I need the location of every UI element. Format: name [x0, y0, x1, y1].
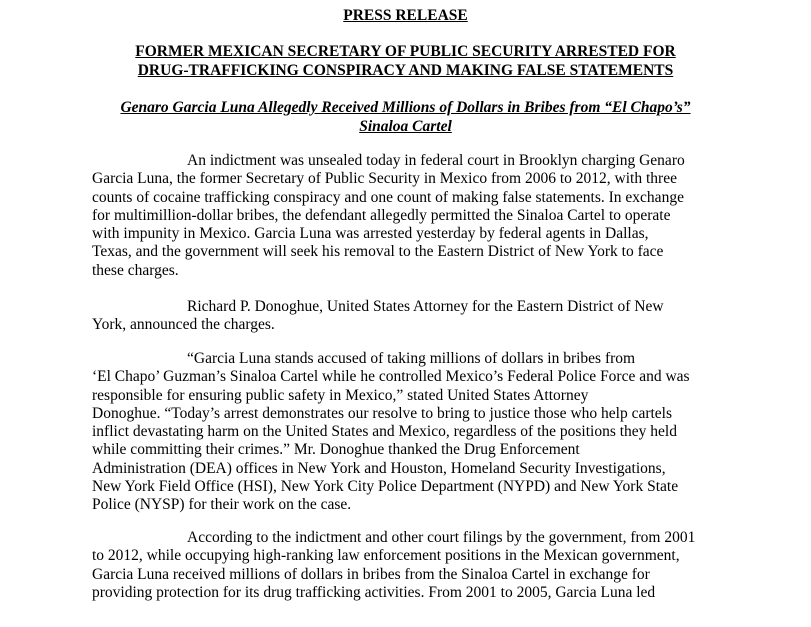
paragraph-line: ‘El Chapo’ Guzman’s Sinaloa Cartel while he controlled Mexico’s Federal Police Force and was — [92, 368, 690, 386]
release-title-line: FORMER MEXICAN SECRETARY OF PUBLIC SECURITY ARRESTED FOR — [135, 43, 676, 60]
paragraph-line: to 2012, while occupying high-ranking law enforcement positions in the Mexican government, — [92, 547, 680, 565]
paragraph-line: Texas, and the government will seek his removal to the Eastern District of New York to face — [92, 243, 664, 261]
paragraph-line: counts of cocaine trafficking conspiracy and one count of making false statements. In exchange — [92, 188, 684, 206]
paragraph-line: Richard P. Donoghue, United States Attorney for the Eastern District of New — [187, 298, 664, 315]
release-title-line: DRUG-TRAFFICKING CONSPIRACY AND MAKING FALSE STATEMENTS — [137, 62, 674, 79]
paragraph-line: providing protection for its drug trafficking activities. From 2001 to 2005, Garcia Luna led — [92, 583, 656, 601]
paragraph-line: with impunity in Mexico. Garcia Luna was arrested yesterday by federal agents in Dallas, — [92, 225, 649, 243]
paragraph-line: Garcia Luna received millions of dollars in bribes from the Sinaloa Cartel in exchange for — [92, 565, 650, 583]
body-paragraph-indictment — [92, 152, 732, 280]
paragraph-line: while committing their crimes.” Mr. Donoghue thanked the Drug Enforcement — [92, 441, 580, 459]
release-title — [0, 42, 811, 80]
release-subtitle-line: Genaro Garcia Luna Allegedly Received Millions of Dollars in Bribes from “El Chapo’s” — [120, 99, 691, 116]
paragraph-line: inflict devastating harm on the United States and Mexico, regardless of the positions they held — [92, 423, 677, 441]
release-subtitle — [0, 98, 811, 136]
press-release-heading: PRESS RELEASE — [343, 7, 468, 24]
paragraph-line: York, announced the charges. — [92, 316, 275, 334]
paragraph-line: Garcia Luna, the former Secretary of Public Security in Mexico from 2006 to 2012, with three — [92, 170, 677, 188]
paragraph-line: for multimillion-dollar bribes, the defendant allegedly permitted the Sinaloa Cartel to operate — [92, 206, 671, 224]
paragraph-line: Police (NYSP) for their work on the case. — [92, 496, 352, 514]
paragraph-line: New York Field Office (HSI), New York City Police Department (NYPD) and New York State — [92, 478, 679, 496]
paragraph-line: these charges. — [92, 261, 179, 279]
paragraph-line: An indictment was unsealed today in federal court in Brooklyn charging Genaro — [187, 152, 685, 169]
body-paragraph-quote — [92, 350, 732, 515]
paragraph-line: Donoghue. “Today’s arrest demonstrates our resolve to bring to justice those who help cartels — [92, 404, 673, 422]
paragraph-line: According to the indictment and other court filings by the government, from 2001 — [187, 529, 696, 546]
release-subtitle-line: Sinaloa Cartel — [359, 118, 452, 135]
body-paragraph-indictment-details — [92, 529, 732, 602]
paragraph-line: Administration (DEA) offices in New York and Houston, Homeland Security Investigations, — [92, 459, 666, 477]
paragraph-line: responsible for ensuring public safety in Mexico,” stated United States Attorney — [92, 386, 589, 404]
body-paragraph-announcement — [92, 298, 732, 335]
paragraph-line: “Garcia Luna stands accused of taking millions of dollars in bribes from — [187, 350, 636, 367]
